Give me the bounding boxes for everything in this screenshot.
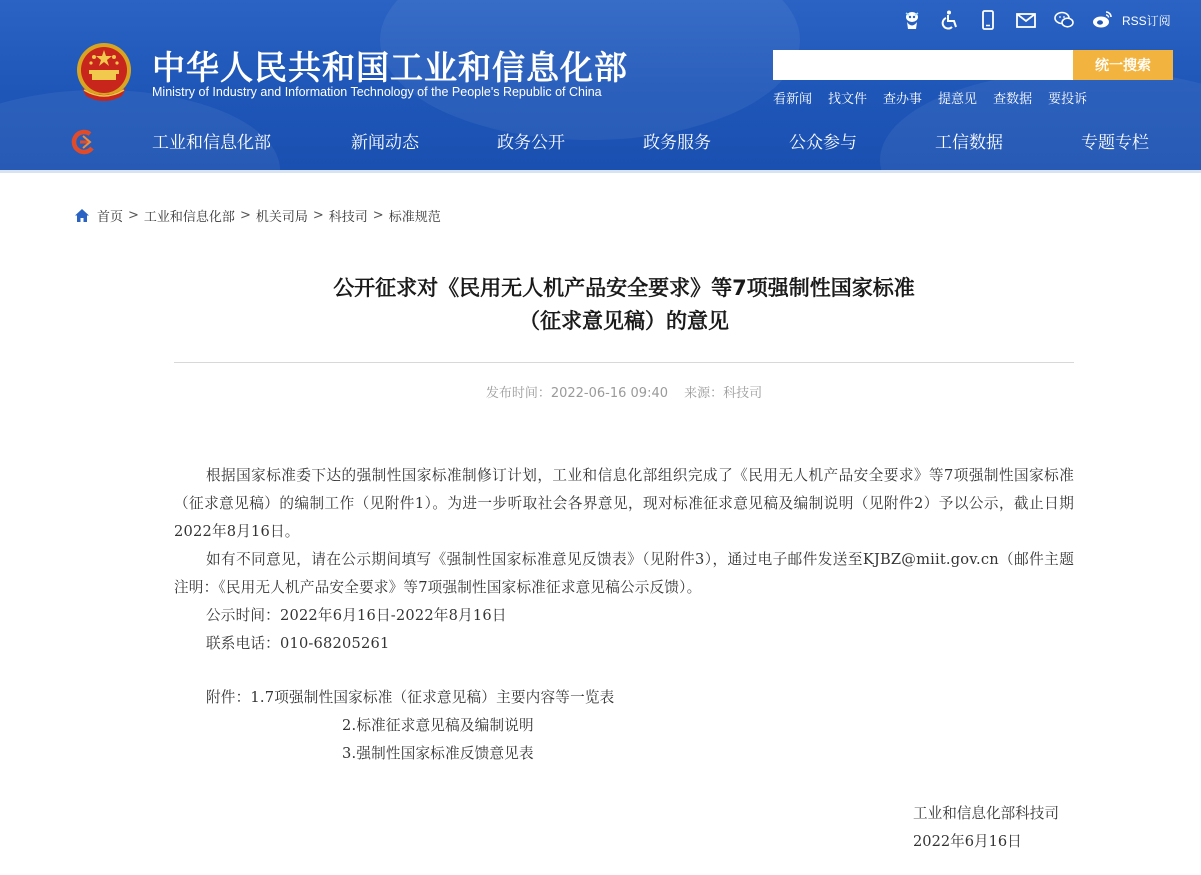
- signature: [913, 800, 1059, 856]
- signature-org: 工业和信息化部科技司: [913, 805, 1059, 822]
- nav-item-miit[interactable]: 工业和信息化部: [152, 133, 271, 153]
- utility-icons: [900, 8, 1171, 32]
- quick-link-data[interactable]: 查数据: [993, 92, 1033, 107]
- quick-links: [773, 88, 1103, 107]
- main-nav: [0, 128, 1201, 156]
- publish-time-label: 发布时间：: [485, 386, 551, 401]
- national-emblem-logo[interactable]: [72, 40, 136, 104]
- article-meta: [174, 382, 1074, 401]
- title-divider: [174, 362, 1074, 363]
- paragraph: 根据国家标准委下达的强制性国家标准制修订计划，工业和信息化部组织完成了《民用无人机产品安全要求》等7项强制性国家标准（征求意见稿）的编制工作（见附件1）。为进一步听取社会各界意见，现对标准征求意见稿及编制说明（见附件2）予以公示，截止日期2022年8月16日。: [174, 467, 1074, 540]
- breadcrumb-separator: >: [128, 208, 139, 223]
- quick-link-complaint[interactable]: 要投诉: [1048, 92, 1088, 107]
- search-input[interactable]: [773, 50, 1073, 80]
- breadcrumb-departments[interactable]: 机关司局: [255, 210, 308, 225]
- paragraph: 联系电话：010-68205261: [206, 635, 390, 652]
- mobile-icon[interactable]: [976, 8, 1000, 32]
- robot-assistant-icon[interactable]: [900, 8, 924, 32]
- quick-link-documents[interactable]: 找文件: [828, 92, 868, 107]
- mail-icon[interactable]: [1014, 8, 1038, 32]
- breadcrumb-miit[interactable]: 工业和信息化部: [143, 210, 235, 225]
- nav-item-gov-affairs[interactable]: 政务公开: [497, 133, 565, 153]
- breadcrumb-separator: >: [372, 208, 384, 223]
- source-value: 科技司: [723, 386, 763, 401]
- quick-link-news[interactable]: 看新闻: [773, 92, 813, 107]
- article-body: [174, 462, 1074, 768]
- article-title-line-2: （征求意见稿）的意见: [519, 309, 729, 333]
- weibo-icon[interactable]: [1090, 8, 1114, 32]
- rss-subscribe-link[interactable]: RSS订阅: [1122, 13, 1171, 28]
- attachment-link[interactable]: 3.强制性国家标准反馈意见表: [342, 745, 534, 762]
- article-source: [684, 386, 762, 401]
- site-title[interactable]: 中华人民共和国工业和信息化部: [152, 48, 628, 87]
- breadcrumb-separator: >: [312, 208, 324, 223]
- signature-date: 2022年6月16日: [913, 833, 1022, 850]
- source-label: 来源：: [684, 386, 724, 401]
- nav-item-public-participation[interactable]: 公众参与: [789, 133, 857, 153]
- publish-time: [486, 386, 668, 401]
- article-title: [174, 272, 1074, 338]
- nav-item-topics[interactable]: 专题专栏: [1081, 133, 1149, 153]
- breadcrumb-home[interactable]: 首页: [97, 210, 124, 225]
- attachment-link[interactable]: 附件：1.7项强制性国家标准（征求意见稿）主要内容等一览表: [206, 689, 615, 706]
- breadcrumb-separator: >: [239, 208, 251, 223]
- attachment-link[interactable]: 2.标准征求意见稿及编制说明: [342, 717, 534, 734]
- quick-link-services[interactable]: 查办事: [883, 92, 923, 107]
- paragraph: 公示时间：2022年6月16日-2022年8月16日: [206, 607, 507, 624]
- wechat-icon[interactable]: [1052, 8, 1076, 32]
- article-title-line-1: 公开征求对《民用无人机产品安全要求》等7项强制性国家标准: [333, 276, 915, 300]
- breadcrumb-standards[interactable]: 标准规范: [388, 210, 441, 225]
- search-button[interactable]: 统一搜索: [1073, 50, 1173, 80]
- site-header: [0, 0, 1201, 172]
- header-decoration: [880, 70, 1201, 172]
- breadcrumb-tech-dept[interactable]: 科技司: [328, 210, 368, 225]
- paragraph: 如有不同意见，请在公示期间填写《强制性国家标准意见反馈表》（见附件3），通过电子邮件发送至KJBZ@miit.gov.cn（邮件主题注明：《民用无人机产品安全要求》等7项强制性国家标准征求意见稿公示反馈）。: [174, 551, 1074, 596]
- breadcrumb: [74, 206, 441, 225]
- nav-item-news[interactable]: 新闻动态: [351, 133, 419, 153]
- publish-time-value: 2022-06-16 09:40: [550, 386, 668, 401]
- accessibility-icon[interactable]: [938, 8, 962, 32]
- home-icon: [74, 208, 90, 223]
- quick-link-feedback[interactable]: 提意见: [938, 92, 978, 107]
- spacer: [174, 658, 1074, 684]
- nav-item-gov-services[interactable]: 政务服务: [643, 133, 711, 153]
- nav-item-data[interactable]: 工信数据: [935, 133, 1003, 153]
- header-divider: [0, 170, 1201, 173]
- site-subtitle: Ministry of Industry and Information Technology of the People's Republic of China: [152, 85, 602, 99]
